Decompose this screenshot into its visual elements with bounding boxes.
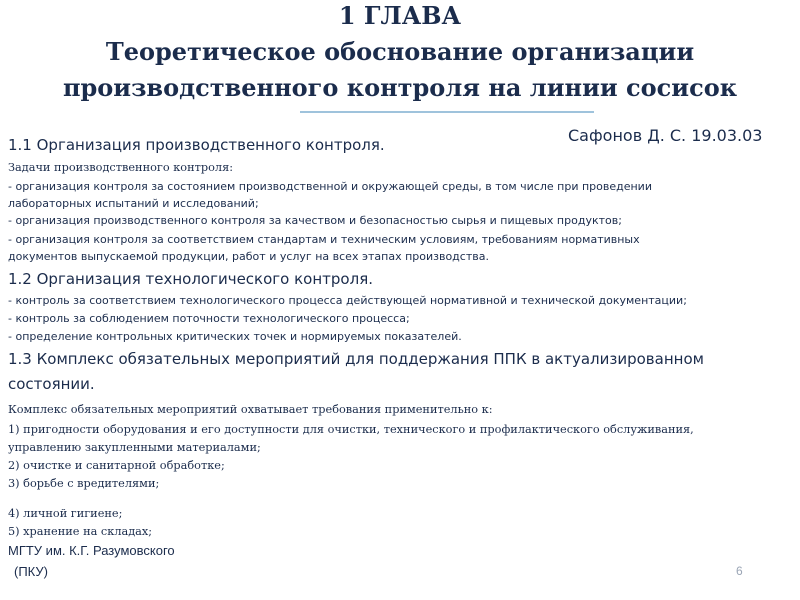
title-line-3: производственного контроля на линии сосисок (62, 73, 738, 102)
section-3-line: 5) хранение на складах; (8, 525, 153, 538)
institution-abbrev: (ПКУ) (14, 564, 48, 579)
title-underline (300, 111, 594, 113)
section-1-heading: 1.1 Организация производственного контроля. (8, 136, 385, 154)
section-1-line: - организация производственного контроля за качеством и безопасностью сырья и пищевых продуктов; (8, 214, 622, 227)
section-3-line: управлению закупленными материалами; (8, 441, 261, 454)
section-3-line: 1) пригодности оборудования и его доступности для очистки, технического и профилактического обслуживания, (8, 423, 694, 436)
section-2-line: - определение контрольных критических точек и нормируемых показателей. (8, 330, 462, 343)
title-line-2: Теоретическое обоснование организации (105, 37, 695, 66)
section-3-line: Комплекс обязательных мероприятий охватывает требования применительно к: (8, 403, 493, 416)
section-2-heading: 1.2 Организация технологического контроля. (8, 270, 373, 288)
section-3-line: 3) борьбе с вредителями; (8, 477, 160, 490)
section-1-line: - организация контроля за состоянием производственной и окружающей среды, в том числе при проведении (8, 180, 652, 193)
page-number: 6 (736, 564, 743, 578)
section-3-line: 2) очистке и санитарной обработке; (8, 459, 225, 472)
section-3-heading-cont: состоянии. (8, 375, 95, 393)
section-1-line: Задачи производственного контроля: (8, 161, 233, 174)
institution-name: МГТУ им. К.Г. Разумовского (8, 543, 175, 558)
author-line: Сафонов Д. С. 19.03.03 (568, 126, 763, 145)
section-2-line: - контроль за соблюдением поточности технологического процесса; (8, 312, 410, 325)
section-1-line: лабораторных испытаний и исследований; (8, 197, 259, 210)
chapter-label: 1 ГЛАВА (338, 1, 462, 30)
section-3-line: 4) личной гигиене; (8, 507, 123, 520)
section-3-heading: 1.3 Комплекс обязательных мероприятий для поддержания ППК в актуализированном (8, 350, 704, 368)
section-1-line: документов выпускаемой продукции, работ и услуг на всех этапах производства. (8, 250, 489, 263)
section-1-line: - организация контроля за соответствием стандартам и техническим условиям, требованиям нормативных (8, 233, 640, 246)
section-2-line: - контроль за соответствием технологического процесса действующей нормативной и технической документации; (8, 294, 687, 307)
